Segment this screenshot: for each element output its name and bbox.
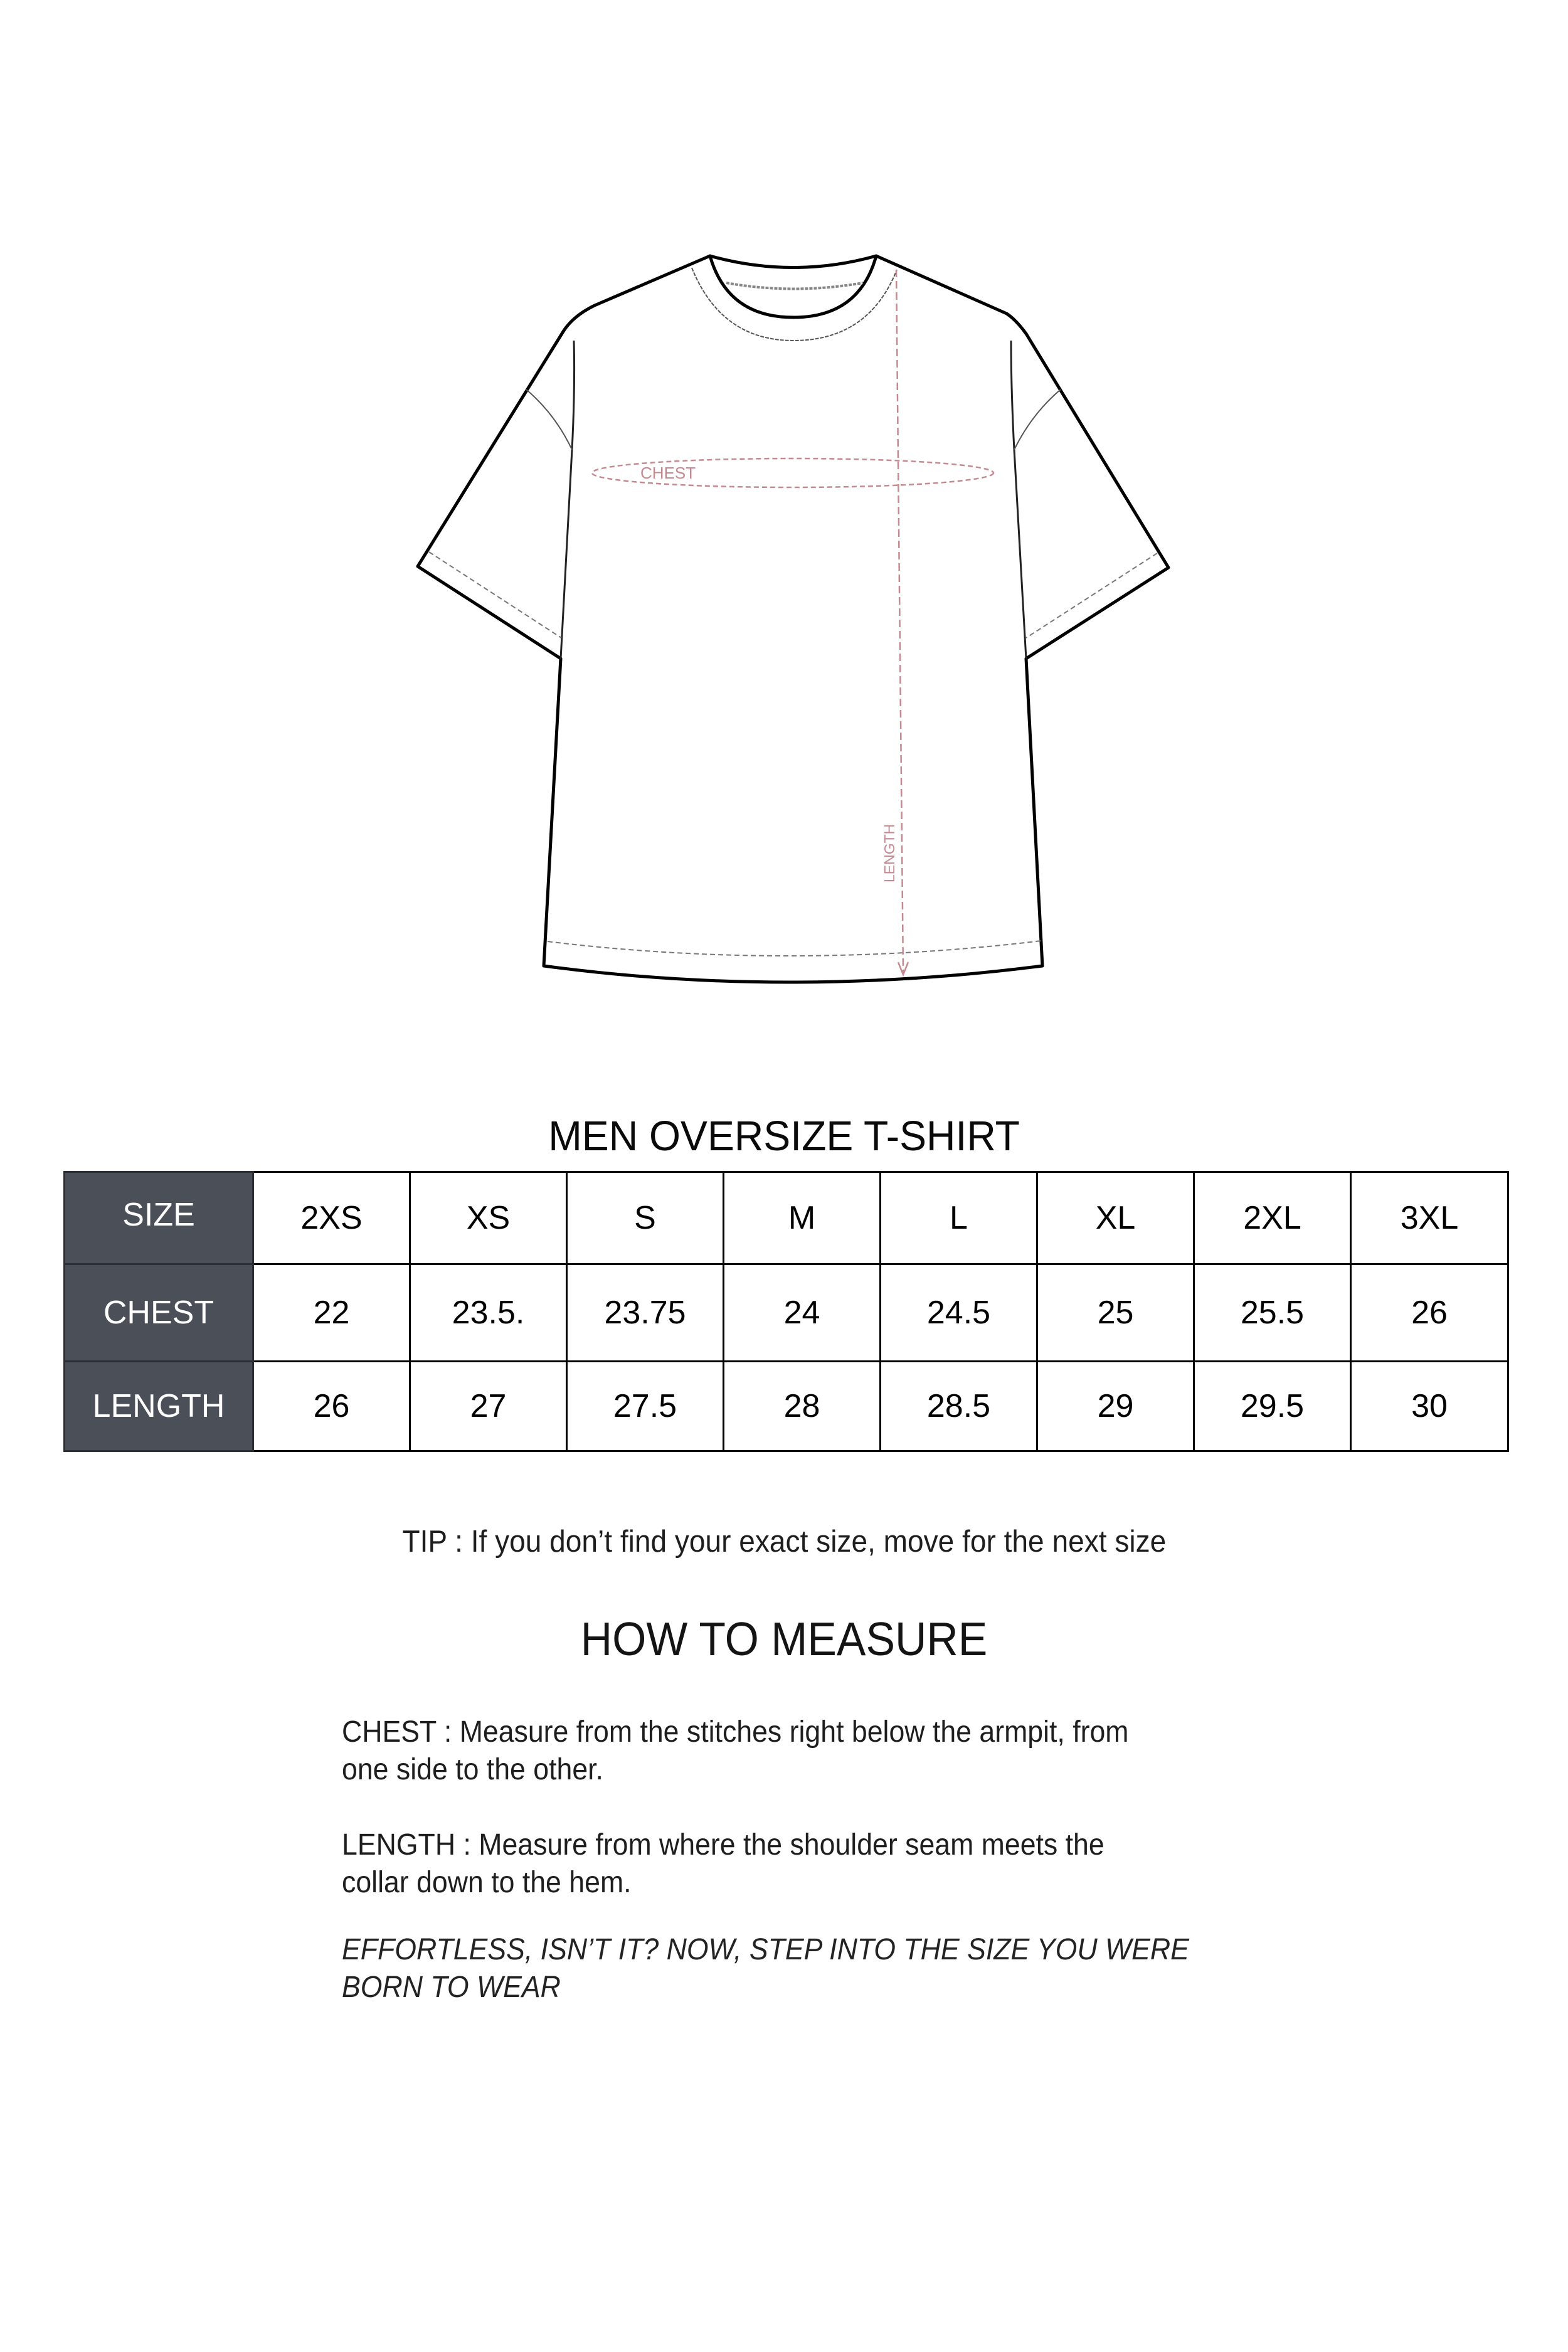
length-row bbox=[65, 1362, 1508, 1451]
size-cell: L bbox=[881, 1172, 1037, 1264]
size-cell: 2XS bbox=[253, 1172, 410, 1264]
chest-cell: 23.75 bbox=[567, 1264, 724, 1362]
tshirt-seams bbox=[526, 268, 1061, 659]
row-header-size: SIZE bbox=[65, 1172, 253, 1264]
length-cell: 27.5 bbox=[567, 1362, 724, 1451]
tshirt-hem-stitches bbox=[429, 552, 1157, 956]
chest-instructions-line-1: CHEST : Measure from the stitches right below the armpit, from bbox=[342, 1715, 1129, 1749]
row-header-length: LENGTH bbox=[65, 1362, 253, 1451]
size-chart-title: MEN OVERSIZE T-SHIRT bbox=[548, 1113, 1020, 1160]
size-row bbox=[65, 1172, 1508, 1264]
length-cell: 26 bbox=[253, 1362, 410, 1451]
chest-cell: 24.5 bbox=[881, 1264, 1037, 1362]
chest-measure bbox=[592, 458, 993, 487]
chest-instructions bbox=[342, 1714, 1217, 1789]
tshirt-outline bbox=[418, 256, 1168, 982]
size-cell: S bbox=[567, 1172, 724, 1264]
length-instructions-line-1: LENGTH : Measure from where the shoulder seam meets the bbox=[342, 1828, 1104, 1862]
chest-instructions-line-2: one side to the other. bbox=[342, 1753, 603, 1786]
chest-cell: 26 bbox=[1351, 1264, 1508, 1362]
chest-row bbox=[65, 1264, 1508, 1362]
length-cell: 28 bbox=[724, 1362, 881, 1451]
chest-cell: 22 bbox=[253, 1264, 410, 1362]
size-cell: 3XL bbox=[1351, 1172, 1508, 1264]
size-tip: TIP : If you don’t find your exact size, move for the next size bbox=[402, 1525, 1167, 1559]
chest-cell: 25 bbox=[1037, 1264, 1194, 1362]
length-instructions bbox=[342, 1826, 1217, 1902]
length-cell: 29.5 bbox=[1194, 1362, 1351, 1451]
size-cell: M bbox=[724, 1172, 881, 1264]
closing-tagline-line-1: EFFORTLESS, ISN’T IT? NOW, STEP INTO THE SIZE YOU WERE bbox=[342, 1933, 1189, 1966]
length-cell: 27 bbox=[410, 1362, 567, 1451]
closing-tagline-line-2: BORN TO WEAR bbox=[342, 1971, 561, 2004]
closing-tagline bbox=[342, 1931, 1333, 2006]
chest-cell: 25.5 bbox=[1194, 1264, 1351, 1362]
length-cell: 28.5 bbox=[881, 1362, 1037, 1451]
chest-label: CHEST bbox=[640, 464, 696, 482]
length-instructions-line-2: collar down to the hem. bbox=[342, 1866, 632, 1899]
tshirt-diagram bbox=[0, 0, 1568, 1066]
length-cell: 29 bbox=[1037, 1362, 1194, 1451]
length-cell: 30 bbox=[1351, 1362, 1508, 1451]
chest-cell: 23.5. bbox=[410, 1264, 567, 1362]
size-cell: XL bbox=[1037, 1172, 1194, 1264]
size-cell: 2XL bbox=[1194, 1172, 1351, 1264]
size-cell: XS bbox=[410, 1172, 567, 1264]
chest-cell: 24 bbox=[724, 1264, 881, 1362]
length-label: LENGTH bbox=[881, 824, 898, 882]
row-header-chest: CHEST bbox=[65, 1264, 253, 1362]
size-chart-table bbox=[63, 1171, 1509, 1452]
length-measure bbox=[881, 270, 908, 975]
how-to-measure-title: HOW TO MEASURE bbox=[580, 1613, 988, 1665]
